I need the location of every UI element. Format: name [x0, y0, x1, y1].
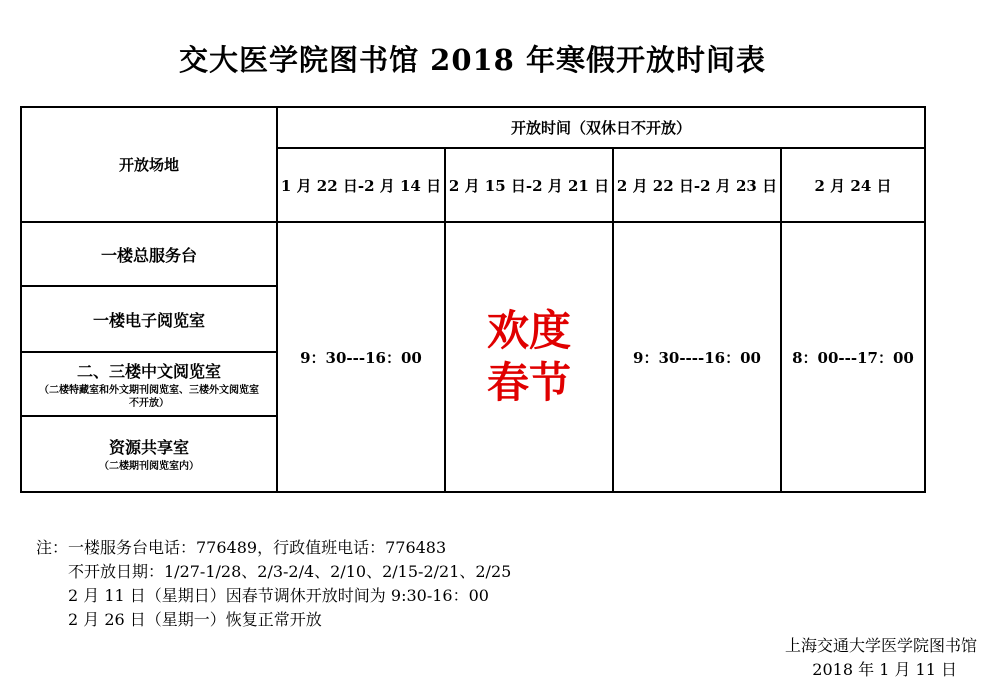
venue-cell: [21, 222, 277, 286]
note-line: 2 月 11 日（星期日）因春节调休开放时间为 9:30-16：00: [68, 586, 489, 605]
holiday-text: 欢度: [486, 306, 571, 355]
table-row: [21, 222, 925, 286]
period-header: 2 月 15 日-2 月 21 日: [445, 148, 613, 222]
venue-name: 一楼电子阅览室: [92, 310, 205, 330]
note-line: 不开放日期：1/27-1/28、2/3-2/4、2/10、2/15-2/21、2/25: [68, 562, 512, 581]
note-line: 注：一楼服务台电话：776489，行政值班电话：776483: [36, 538, 447, 557]
footer-signature: [785, 634, 977, 682]
holiday-text: 春节: [486, 358, 571, 407]
venue-cell: [21, 352, 277, 416]
period-header: 2 月 24 日: [781, 148, 925, 222]
notes-section: [36, 536, 511, 632]
hours-cell: 9：30----16：00: [613, 222, 781, 492]
venue-note: （二楼特藏室和外文期刊阅览室、三楼外文阅览室不开放）: [39, 384, 259, 409]
venue-name: 资源共享室: [108, 438, 189, 457]
schedule-table: [20, 106, 926, 493]
footer-date: 2018 年 1 月 11 日: [812, 660, 957, 679]
venue-header: 开放场地: [21, 107, 277, 222]
venue-note: （二楼期刊阅览室内）: [99, 461, 199, 472]
venue-name: 一楼总服务台: [100, 245, 197, 265]
note-line: 2 月 26 日（星期一）恢复正常开放: [68, 610, 322, 629]
period-header: 1 月 22 日-2 月 14 日: [277, 148, 445, 222]
time-header: 开放时间（双休日不开放）: [277, 107, 925, 148]
table-header-row: [21, 107, 925, 148]
holiday-cell: [445, 222, 613, 492]
venue-name: 二、三楼中文阅览室: [76, 361, 221, 381]
venue-cell: [21, 416, 277, 492]
venue-cell: [21, 286, 277, 352]
period-header: 2 月 22 日-2 月 23 日: [613, 148, 781, 222]
footer-org: 上海交通大学医学院图书馆: [784, 636, 977, 655]
hours-cell: 8：00---17：00: [781, 222, 925, 492]
page-title: 交大医学院图书馆 2018 年寒假开放时间表: [179, 43, 766, 77]
hours-cell: 9：30---16：00: [277, 222, 445, 492]
